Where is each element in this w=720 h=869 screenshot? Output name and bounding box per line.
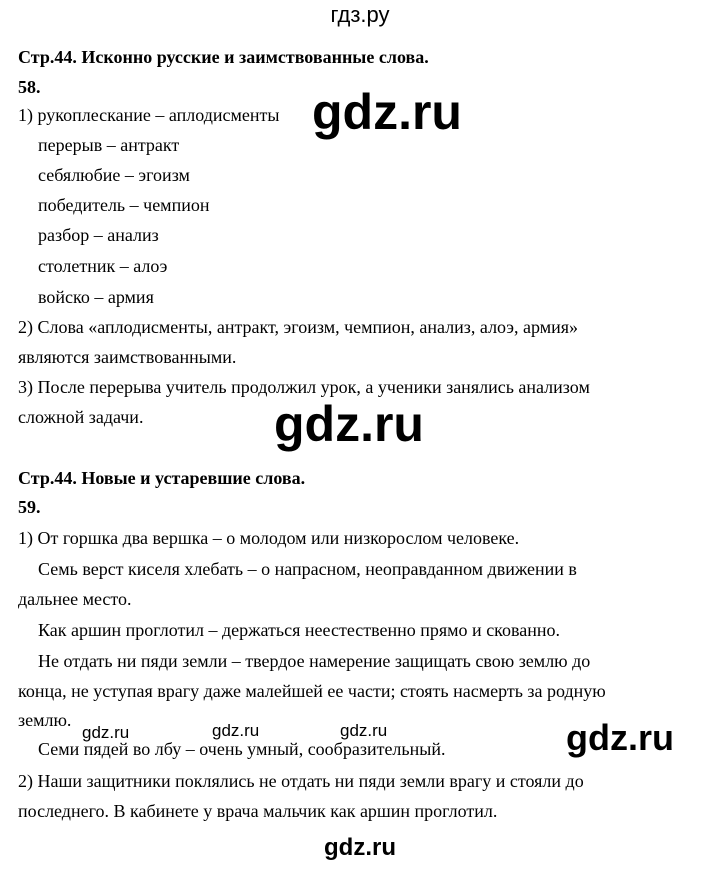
watermark-logo-middle: gdz.ru xyxy=(274,396,424,452)
answer-line: дальнее место. xyxy=(18,589,132,609)
watermark-logo-top: gdz.ru xyxy=(312,84,462,140)
exercise-number-59: 59. xyxy=(18,497,41,517)
answer-line: столетник – алоэ xyxy=(38,256,168,276)
answer-line: являются заимствованными. xyxy=(18,347,237,367)
section-heading-2: Стр.44. Новые и устаревшие слова. xyxy=(18,468,306,488)
watermark-small: gdz.ru xyxy=(82,723,130,742)
answer-line: Как аршин проглотил – держаться неестественно прямо и скованно. xyxy=(38,620,561,640)
answer-line: себялюбие – эгоизм xyxy=(38,165,190,185)
answer-line: разбор – анализ xyxy=(38,225,159,245)
answer-line: 2) Слова «аплодисменты, антракт, эгоизм, чемпион, анализ, алоэ, армия» xyxy=(18,317,579,337)
answer-line: 2) Наши защитники поклялись не отдать ни пяди земли врагу и стояли до xyxy=(18,771,584,791)
answer-line: Не отдать ни пяди земли – твердое намерение защищать свою землю до xyxy=(38,651,591,671)
section-heading-1: Стр.44. Исконно русские и заимствованные слова. xyxy=(18,47,429,67)
watermark-footer: gdz.ru xyxy=(324,834,396,861)
answer-line: 3) После перерыва учитель продолжил урок, а ученики занялись анализом xyxy=(18,377,590,397)
answer-line: последнего. В кабинете у врача мальчик как аршин проглотил. xyxy=(18,801,498,821)
answer-line: землю. xyxy=(18,710,72,730)
answer-line: 1) рукоплескание – аплодисменты xyxy=(18,105,280,125)
answer-line: конца, не уступая врагу даже малейшей ее части; стоять насмерть за родную xyxy=(18,681,606,701)
watermark-small: gdz.ru xyxy=(340,721,388,740)
site-header: гдз.ру xyxy=(330,2,390,27)
answer-line: сложной задачи. xyxy=(18,407,144,427)
answer-line: войско – армия xyxy=(38,287,154,307)
answer-line: перерыв – антракт xyxy=(38,135,180,155)
answer-line: Семи пядей во лбу – очень умный, сообразительный. xyxy=(38,739,446,759)
answer-line: победитель – чемпион xyxy=(38,195,210,215)
watermark-small: gdz.ru xyxy=(212,721,260,740)
watermark-logo-right: gdz.ru xyxy=(566,717,674,758)
answer-line: Семь верст киселя хлебать – о напрасном, неоправданном движении в xyxy=(38,559,577,579)
answer-line: 1) От горшка два вершка – о молодом или низкорослом человеке. xyxy=(18,528,520,548)
exercise-number-58: 58. xyxy=(18,77,41,97)
